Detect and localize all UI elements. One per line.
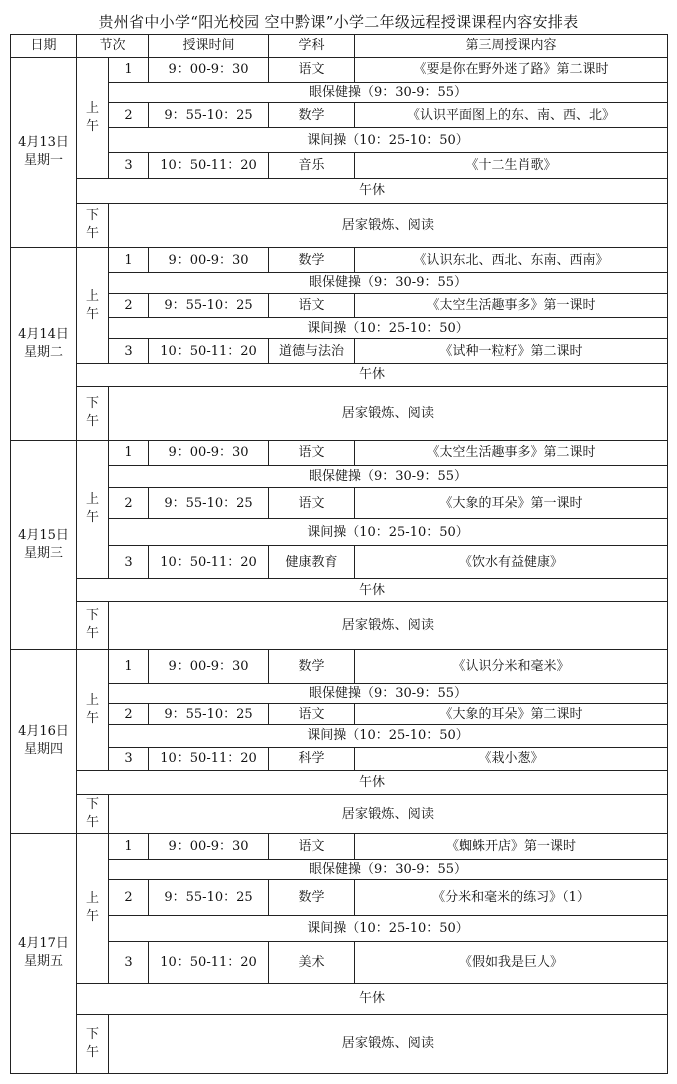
exercise-break-row [11, 519, 668, 546]
exercise-break-row [11, 725, 668, 748]
period-cell: 2 [109, 880, 149, 916]
subject-cell: 道德与法治 [269, 339, 355, 364]
morning-label-char: 上 [85, 891, 99, 907]
time-cell: 9：00-9：30 [149, 649, 269, 683]
eye-break-cell: 眼保健操（9：30-9：55） [109, 859, 668, 880]
afternoon-activity-cell: 居家锻炼、阅读 [109, 795, 668, 833]
eye-break-row [11, 859, 668, 880]
afternoon-label-char: 午 [85, 226, 99, 242]
header-period: 节次 [77, 35, 149, 58]
morning-label-char: 午 [85, 510, 99, 526]
time-cell: 10：50-11：20 [149, 942, 269, 983]
date-label: 4月16日 [18, 724, 69, 740]
subject-cell: 科学 [269, 747, 355, 770]
exercise-break-cell: 课间操（10：25-10：50） [109, 725, 668, 748]
morning-label [77, 248, 109, 364]
subject-cell: 数学 [269, 880, 355, 916]
noon-break-cell: 午休 [77, 579, 668, 602]
eye-break-row [11, 82, 668, 103]
afternoon-label-char: 下 [85, 208, 99, 224]
header-time: 授课时间 [149, 35, 269, 58]
content-cell: 《假如我是巨人》 [355, 942, 668, 983]
noon-break-cell: 午休 [77, 770, 668, 795]
period-cell: 1 [109, 649, 149, 683]
morning-label-char: 午 [85, 306, 99, 322]
morning-label-char: 午 [85, 710, 99, 726]
time-cell: 9：00-9：30 [149, 833, 269, 859]
weekday-label: 星期二 [23, 344, 63, 360]
lesson-row [11, 546, 668, 579]
eye-break-cell: 眼保健操（9：30-9：55） [109, 272, 668, 293]
weekday-label: 星期五 [23, 954, 63, 970]
morning-label-char: 上 [85, 100, 99, 116]
subject-cell: 数学 [269, 248, 355, 273]
period-cell: 1 [109, 57, 149, 82]
content-cell: 《栽小葱》 [355, 747, 668, 770]
lesson-row [11, 704, 668, 725]
morning-label [77, 833, 109, 983]
subject-cell: 美术 [269, 942, 355, 983]
time-cell: 10：50-11：20 [149, 747, 269, 770]
exercise-break-row [11, 318, 668, 339]
content-cell: 《太空生活趣事多》第二课时 [355, 440, 668, 466]
period-cell: 2 [109, 293, 149, 318]
time-cell: 9：00-9：30 [149, 57, 269, 82]
exercise-break-cell: 课间操（10：25-10：50） [109, 128, 668, 153]
lesson-row [11, 152, 668, 178]
period-cell: 3 [109, 942, 149, 983]
content-cell: 《大象的耳朵》第一课时 [355, 488, 668, 519]
date-cell [11, 833, 77, 1073]
eye-break-cell: 眼保健操（9：30-9：55） [109, 466, 668, 488]
lesson-row [11, 649, 668, 683]
noon-break-row [11, 363, 668, 386]
content-cell: 《要是你在野外迷了路》第二课时 [355, 57, 668, 82]
afternoon-label-char: 下 [85, 396, 99, 412]
morning-label [77, 649, 109, 770]
lesson-row [11, 248, 668, 273]
period-cell: 3 [109, 747, 149, 770]
date-label: 4月13日 [18, 135, 69, 151]
exercise-break-cell: 课间操（10：25-10：50） [109, 318, 668, 339]
eye-break-row [11, 272, 668, 293]
morning-label [77, 57, 109, 178]
afternoon-row [11, 203, 668, 247]
subject-cell: 数学 [269, 649, 355, 683]
content-cell: 《蜘蛛开店》第一课时 [355, 833, 668, 859]
time-cell: 9：55-10：25 [149, 880, 269, 916]
subject-cell: 语文 [269, 488, 355, 519]
afternoon-label-char: 午 [85, 414, 99, 430]
date-label: 4月14日 [18, 326, 69, 342]
afternoon-label [77, 1014, 109, 1073]
lesson-row [11, 293, 668, 318]
period-cell: 2 [109, 704, 149, 725]
period-cell: 3 [109, 546, 149, 579]
content-cell: 《认识平面图上的东、南、西、北》 [355, 103, 668, 128]
exercise-break-cell: 课间操（10：25-10：50） [109, 916, 668, 942]
content-cell: 《认识分米和毫米》 [355, 649, 668, 683]
lesson-row [11, 880, 668, 916]
noon-break-cell: 午休 [77, 363, 668, 386]
subject-cell: 语文 [269, 293, 355, 318]
afternoon-label [77, 601, 109, 649]
time-cell: 10：50-11：20 [149, 152, 269, 178]
lesson-row [11, 747, 668, 770]
lesson-row [11, 833, 668, 859]
afternoon-row [11, 386, 668, 440]
eye-break-cell: 眼保健操（9：30-9：55） [109, 82, 668, 103]
content-cell: 《试种一粒籽》第二课时 [355, 339, 668, 364]
weekday-label: 星期一 [23, 153, 63, 169]
exercise-break-row [11, 916, 668, 942]
afternoon-label-char: 午 [85, 1044, 99, 1060]
subject-cell: 音乐 [269, 152, 355, 178]
morning-label-char: 上 [85, 692, 99, 708]
afternoon-activity-cell: 居家锻炼、阅读 [109, 203, 668, 247]
subject-cell: 数学 [269, 103, 355, 128]
lesson-row [11, 488, 668, 519]
afternoon-activity-cell: 居家锻炼、阅读 [109, 386, 668, 440]
lesson-row [11, 103, 668, 128]
period-cell: 3 [109, 152, 149, 178]
morning-label-char: 上 [85, 288, 99, 304]
lesson-row [11, 440, 668, 466]
subject-cell: 语文 [269, 704, 355, 725]
morning-label-char: 上 [85, 492, 99, 508]
period-cell: 1 [109, 833, 149, 859]
subject-cell: 语文 [269, 440, 355, 466]
time-cell: 9：55-10：25 [149, 488, 269, 519]
time-cell: 9：55-10：25 [149, 293, 269, 318]
date-cell [11, 57, 77, 247]
noon-break-cell: 午休 [77, 178, 668, 203]
afternoon-label-char: 下 [85, 1026, 99, 1042]
subject-cell: 健康教育 [269, 546, 355, 579]
time-cell: 9：55-10：25 [149, 103, 269, 128]
header-row [11, 35, 668, 58]
content-cell: 《太空生活趣事多》第一课时 [355, 293, 668, 318]
afternoon-label-char: 午 [85, 626, 99, 642]
afternoon-label [77, 795, 109, 833]
period-cell: 1 [109, 248, 149, 273]
header-subject: 学科 [269, 35, 355, 58]
weekday-label: 星期四 [23, 742, 63, 758]
time-cell: 9：55-10：25 [149, 704, 269, 725]
header-content: 第三周授课内容 [355, 35, 668, 58]
exercise-break-row [11, 128, 668, 153]
afternoon-label-char: 午 [85, 815, 99, 831]
afternoon-label [77, 203, 109, 247]
period-cell: 2 [109, 488, 149, 519]
schedule-table [10, 34, 668, 1074]
afternoon-label-char: 下 [85, 797, 99, 813]
noon-break-cell: 午休 [77, 983, 668, 1014]
page-title: 贵州省中小学“阳光校园 空中黔课”小学二年级远程授课课程内容安排表 [98, 13, 579, 31]
content-cell: 《大象的耳朵》第二课时 [355, 704, 668, 725]
afternoon-label-char: 下 [85, 608, 99, 624]
date-cell [11, 440, 77, 649]
weekday-label: 星期三 [23, 545, 63, 561]
period-cell: 3 [109, 339, 149, 364]
time-cell: 9：00-9：30 [149, 440, 269, 466]
eye-break-row [11, 466, 668, 488]
afternoon-row [11, 1014, 668, 1073]
morning-label-char: 午 [85, 118, 99, 134]
noon-break-row [11, 770, 668, 795]
subject-cell: 语文 [269, 57, 355, 82]
afternoon-label [77, 386, 109, 440]
afternoon-row [11, 795, 668, 833]
lesson-row [11, 942, 668, 983]
date-cell [11, 248, 77, 440]
noon-break-row [11, 983, 668, 1014]
time-cell: 10：50-11：20 [149, 546, 269, 579]
exercise-break-cell: 课间操（10：25-10：50） [109, 519, 668, 546]
time-cell: 9：00-9：30 [149, 248, 269, 273]
content-cell: 《十二生肖歌》 [355, 152, 668, 178]
noon-break-row [11, 178, 668, 203]
lesson-row [11, 339, 668, 364]
content-cell: 《饮水有益健康》 [355, 546, 668, 579]
header-date: 日期 [11, 35, 77, 58]
content-cell: 《分米和毫米的练习》（1） [355, 880, 668, 916]
date-label: 4月17日 [18, 936, 69, 952]
morning-label-char: 午 [85, 909, 99, 925]
afternoon-activity-cell: 居家锻炼、阅读 [109, 1014, 668, 1073]
period-cell: 2 [109, 103, 149, 128]
content-cell: 《认识东北、西北、东南、西南》 [355, 248, 668, 273]
date-cell [11, 649, 77, 833]
afternoon-activity-cell: 居家锻炼、阅读 [109, 601, 668, 649]
lesson-row [11, 57, 668, 82]
date-label: 4月15日 [18, 527, 69, 543]
eye-break-cell: 眼保健操（9：30-9：55） [109, 683, 668, 704]
eye-break-row [11, 683, 668, 704]
morning-label [77, 440, 109, 579]
period-cell: 1 [109, 440, 149, 466]
noon-break-row [11, 579, 668, 602]
time-cell: 10：50-11：20 [149, 339, 269, 364]
afternoon-row [11, 601, 668, 649]
subject-cell: 语文 [269, 833, 355, 859]
